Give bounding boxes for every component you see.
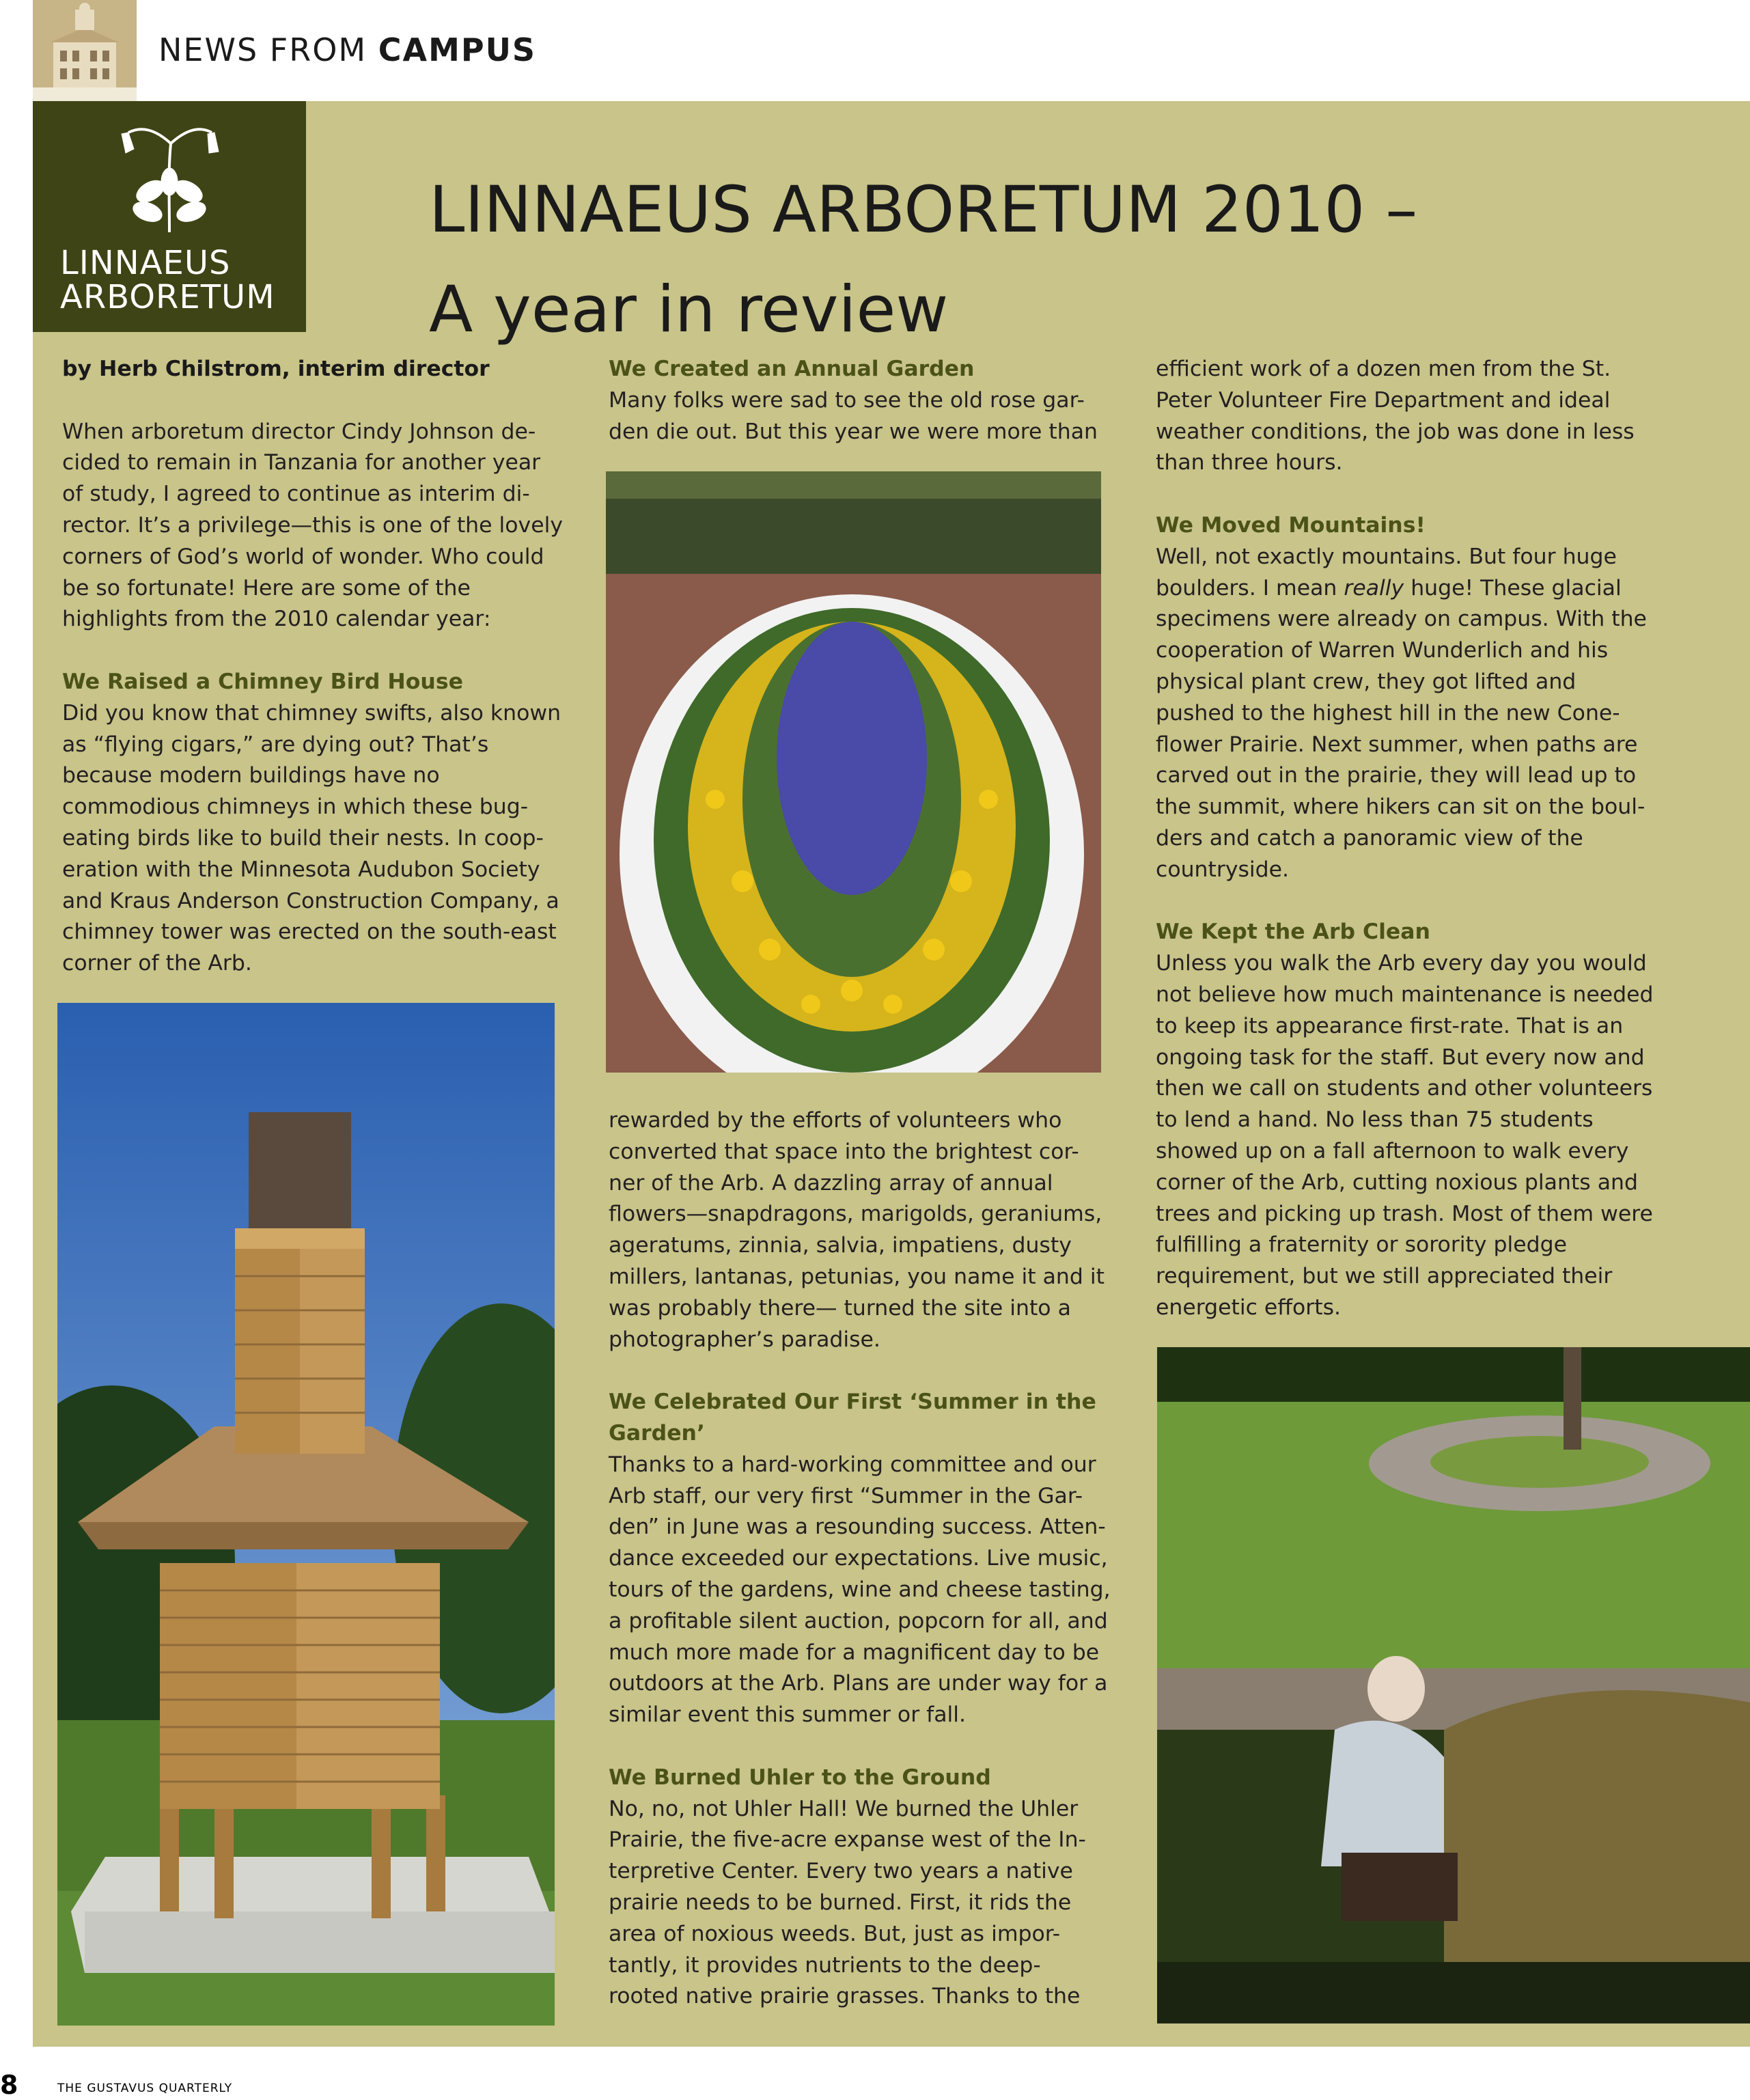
paragraph-annual-garden-start: Many folks were sad to see the old rose gar-den die out. But this year we were more than (609, 387, 1098, 444)
title-line-2: A year in review (429, 272, 949, 347)
campus-building-thumbnail (33, 0, 137, 101)
section-prefix: NEWS FROM (158, 31, 367, 68)
flower-logo-icon (108, 116, 231, 239)
subheading-chimney-bird-house: We Raised a Chimney Bird House (62, 669, 463, 694)
subheading-moved-mountains: We Moved Mountains! (1156, 512, 1426, 538)
volunteer-image (1157, 1347, 1750, 2023)
logo-line-2: ARBORETUM (60, 278, 275, 316)
flower-bed-image (606, 471, 1101, 1073)
chimney-tower-image (57, 1003, 555, 2026)
paragraph-moved-mountains: Well, not exactly mountains. But four huge boulders. I mean really huge! These glacial specimens were already on campus. With the cooperation of Warren Wunderlich and his physical plant crew, they got lifted and pushed to the highest hill in the new Cone-flower Prairie. Next summer, when paths are carved out in the prairie, they will lead up to the summit, where hikers can sit on the boul-ders and catch a panoramic view of the countryside. (1156, 544, 1647, 882)
paragraph-burned-uhler: No, no, not Uhler Hall! We burned the Uhler Prairie, the five-acre expanse west of the In-terpretive Center. Every two years a native prairie needs to be burned. First, it rids the area of noxious weeds. But, just as impor-tantly, it provides nutrients to the deep-rooted native prairie grasses. Thanks to the (609, 1796, 1086, 2009)
intro-paragraph: When arboretum director Cindy Johnson de-cided to remain in Tanzania for another year of study, I agreed to continue as interim di-rector. It’s a privilege—this is one of the lovely corners of God’s world of wonder. Who could be so fortunate! Here are some of the highlights from the 2010 calendar year: (62, 419, 563, 632)
byline: by Herb Chilstrom, interim director (62, 357, 490, 381)
publication-name: THE GUSTAVUS QUARTERLY (57, 2082, 233, 2095)
paragraph-summer-in-the-garden: Thanks to a hard-working committee and our Arb staff, our very first “Summer in the Gar-den” in June was a resounding success. Atten-dance exceeded our expectations. Live music, tours of the gardens, wine and cheese tasting, a profitable silent auction, popcorn for all, and much more made for a magnificent day to be outdoors at the Arb. Plans are under way for a similar event this summer or fall. (609, 1452, 1111, 1728)
column-2-bottom (609, 1105, 1111, 2013)
column-1 (62, 354, 564, 980)
annual-garden-photo (606, 471, 1101, 1073)
building-icon (33, 0, 137, 101)
subheading-burned-uhler: We Burned Uhler to the Ground (609, 1765, 991, 1790)
subheading-annual-garden: We Created an Annual Garden (609, 357, 975, 381)
paragraph-arb-clean: Unless you walk the Arb every day you would not believe how much maintenance is needed to keep its appearance first-rate. That is an ongoing task for the staff. But every now and then we call on students and other volunteers to lend a hand. No less than 75 students showed up on a fall afternoon to walk every corner of the Arb, cutting noxious plants and trees and picking up trash. Most of them were fulfilling a fraternity or sorority pledge requirement, but we still appreciated their energetic efforts. (1156, 951, 1654, 1320)
logo-line-1: LINNAEUS (60, 244, 231, 282)
article-title (429, 161, 1417, 360)
paragraph-chimney-bird-house: Did you know that chimney swifts, also known as “flying cigars,” are dying out? That’s because modern buildings have no commodious chimneys in which these bug-eating birds like to build their nests. In coop-eration with the Minnesota Audubon Society and Kraus Anderson Construction Company, a chimney tower was erected on the south-east corner of the Arb. (62, 700, 561, 976)
subheading-summer-in-the-garden: We Celebrated Our First ‘Summer in the Garden’ (609, 1390, 1096, 1446)
column-2-top (609, 354, 1111, 447)
section-name: CAMPUS (378, 31, 537, 68)
page-number: 8 (0, 2070, 18, 2100)
arboretum-logo (33, 101, 306, 332)
section-header (158, 31, 536, 68)
chimney-tower-photo (57, 1003, 555, 2026)
title-line-1: LINNAEUS ARBORETUM 2010 – (429, 172, 1418, 247)
column-3 (1156, 354, 1661, 1324)
logo-wordmark (60, 246, 275, 314)
volunteer-gardening-photo (1157, 1347, 1750, 2023)
paragraph-fire-department: efficient work of a dozen men from the St. Peter Volunteer Fire Department and ideal weather conditions, the job was done in less than three hours. (1156, 357, 1635, 475)
subheading-arb-clean: We Kept the Arb Clean (1156, 920, 1430, 945)
paragraph-annual-garden-end: rewarded by the efforts of volunteers who converted that space into the brightest cor-ner of the Arb. A dazzling array of annual flowers—snapdragons, marigolds, geraniums, ageratums, zinnia, salvia, impatiens, dusty millers, lantanas, petunias, you name it and it was probably there— turned the site into a photographer’s paradise. (609, 1108, 1105, 1352)
